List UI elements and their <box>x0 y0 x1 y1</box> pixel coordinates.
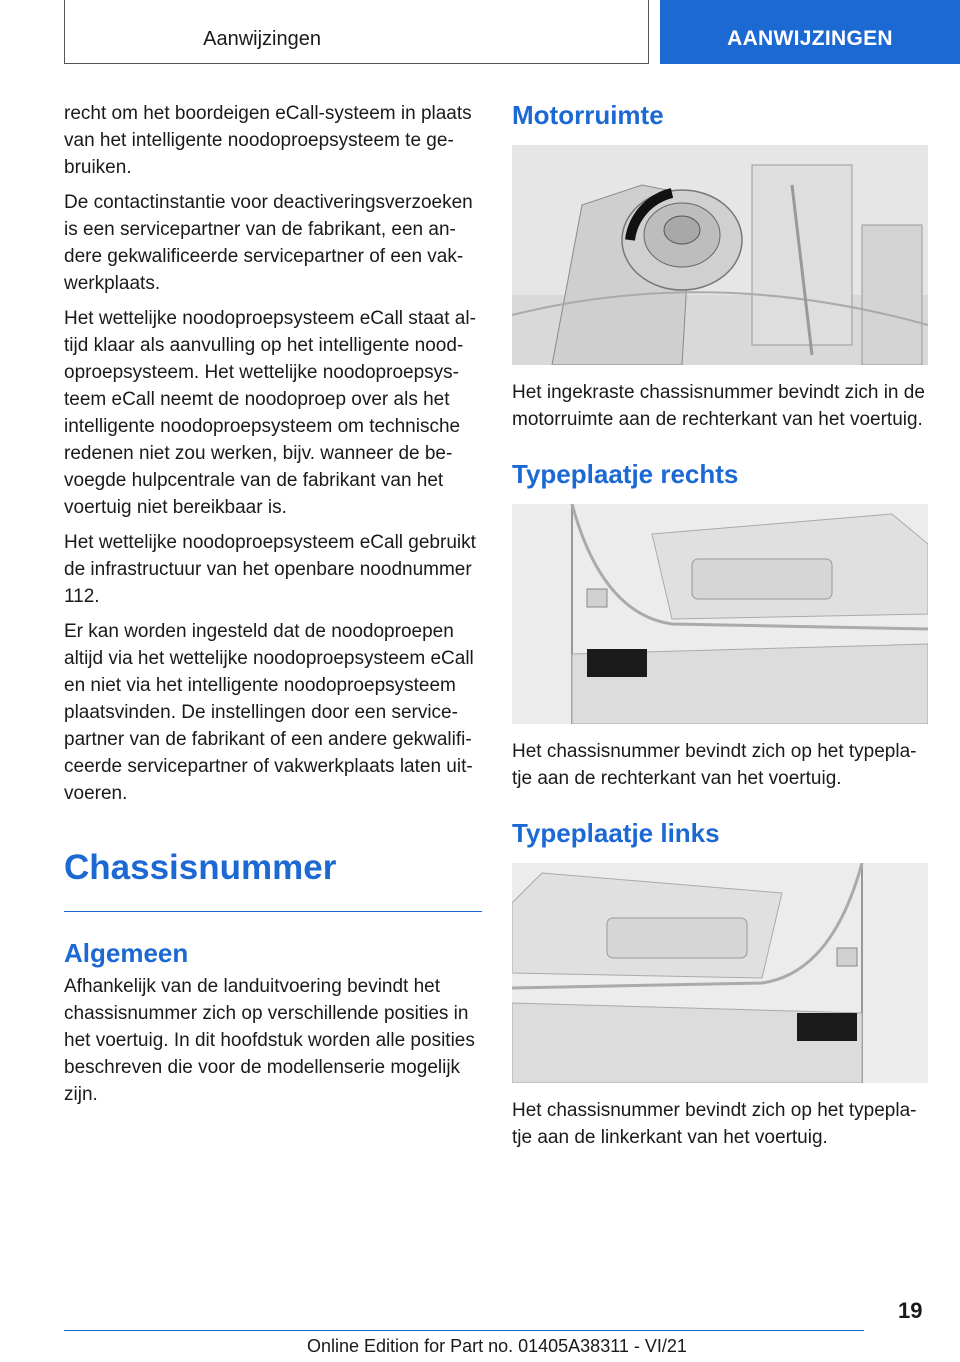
edition-note: Online Edition for Part no. 01405A38311 - VI/21 <box>307 1336 687 1356</box>
paragraph: De contactinstantie voor deactiveringsverzoeken is een servicepartner van de fabrikant, een andere gekwalificeerde servicepartner of een vakwerkplaats. <box>64 192 473 294</box>
left-column <box>64 100 482 1116</box>
figure-caption: Het ingekraste chassisnummer bevindt zich in de motorruimte aan de rechterkant van het voertuig. <box>512 382 925 430</box>
paragraph: Het wettelijke noodoproepsysteem eCall gebruikt de infrastructuur van het openbare noodnummer 112. <box>64 532 476 607</box>
footer-divider <box>64 1330 864 1331</box>
door-sill-left-illustration <box>512 863 928 1083</box>
figure-caption: Het chassisnummer bevindt zich op het typeplatje aan de linkerkant van het voertuig. <box>512 1100 917 1148</box>
paragraph: Het wettelijke noodoproepsysteem eCall staat altijd klaar als aanvulling op het intelligente noodoproepsysteem. Het wettelijke noodoproepsysteem eCall neemt de noodoproep over als het intelligente noodoproepsysteem om technische redenen niet zou werken, bijv. wanneer de bevoegde hulpcentrale van de fabrikant van het voertuig niet bereikbaar is. <box>64 308 476 518</box>
paragraph: recht om het boordeigen eCall-systeem in plaats van het intelligente noodoproepsysteem te gebruiken. <box>64 103 472 178</box>
section-heading-plate-left: Typeplaatje links <box>512 818 720 848</box>
door-sill-right-illustration <box>512 504 928 724</box>
page-number: 19 <box>898 1298 923 1323</box>
engine-bay-illustration <box>512 145 928 365</box>
right-column <box>512 100 930 1159</box>
chapter-divider <box>64 911 482 912</box>
section-heading-engine-bay: Motorruimte <box>512 100 664 130</box>
paragraph: Afhankelijk van de landuitvoering bevindt het chassisnummer zich op verschillende posities in het voertuig. In dit hoofdstuk worden alle posities beschreven die voor de modellenserie mogelijk zijn. <box>64 976 475 1105</box>
header-frame <box>64 0 649 64</box>
subheading: Algemeen <box>64 938 189 968</box>
chapter-heading: Chassisnummer <box>64 848 337 887</box>
figure-caption: Het chassisnummer bevindt zich op het typeplatje aan de rechterkant van het voertuig. <box>512 741 917 789</box>
chapter-tab[interactable]: AANWIJZINGEN <box>660 0 960 64</box>
paragraph: Er kan worden ingesteld dat de noodoproepen altijd via het wettelijke noodoproepsysteem eCall en niet via het intelligente noodoproepsysteem plaatsvinden. De instellingen door een servicepartner van de fabrikant of een andere gekwalificeerde servicepartner of vakwerkplaats laten uitvoeren. <box>64 621 474 804</box>
section-title: Aanwijzingen <box>203 28 321 50</box>
section-heading-plate-right: Typeplaatje rechts <box>512 459 739 489</box>
